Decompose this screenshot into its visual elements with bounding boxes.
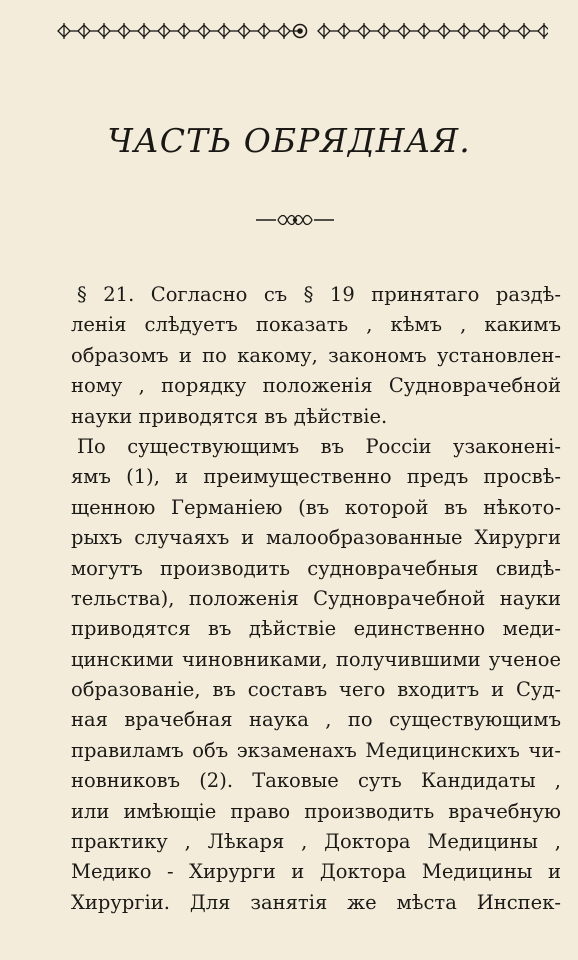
border-motif <box>118 23 138 39</box>
text-line-19: практику , Лѣкаря , Доктора Медицины , <box>71 830 561 854</box>
text-line-6: По существующимъ въ Россіи узаконені- <box>77 434 561 458</box>
text-line-2: ленія слѣдуетъ показать , кѣмъ , какимъ <box>71 313 561 337</box>
text-line-17: новниковъ (2). Таковые суть Кандидаты , <box>71 769 561 793</box>
border-motif <box>478 23 498 39</box>
text-line-10: могутъ производить судноврачебныя свидѣ- <box>71 556 561 580</box>
border-motif <box>138 23 158 39</box>
border-motif <box>338 23 358 39</box>
text-line-5: науки приводятся въ дѣйствіе. <box>71 404 388 428</box>
border-motif <box>98 23 118 39</box>
body-text <box>71 280 561 918</box>
ornament-border-icon <box>52 20 548 42</box>
border-motif <box>258 23 278 39</box>
border-motif <box>158 23 178 39</box>
border-motif <box>418 23 438 39</box>
border-motif <box>438 23 458 39</box>
border-motif <box>458 23 478 39</box>
border-motif <box>278 23 298 39</box>
text-line-20: Медико - Хирурги и Доктора Медицины и <box>71 860 561 884</box>
text-line-1: § 21. Согласно съ § 19 принятаго раздѣ- <box>77 283 561 306</box>
text-line-3: образомъ и по какому, закономъ установлен- <box>71 343 561 367</box>
border-motif <box>218 23 238 39</box>
border-motif <box>198 23 218 39</box>
border-motif <box>78 23 98 39</box>
border-motif <box>378 23 398 39</box>
border-motif <box>498 23 518 39</box>
text-line-15: ная врачебная наука , по существующимъ <box>71 708 561 732</box>
border-motif <box>58 23 78 39</box>
border-motif <box>178 23 198 39</box>
text-line-16: правиламъ объ экзаменахъ Медицинскихъ чи- <box>71 738 561 762</box>
text-line-18: или имѣющіе право производить врачебную <box>71 799 561 823</box>
text-line-13: цинскими чиновниками, получившими ученое <box>71 647 561 671</box>
text-line-9: рыхъ случаяхъ и малообразованные Хирурги <box>71 526 561 550</box>
border-motif <box>358 23 378 39</box>
text-line-14: образованіе, въ составъ чего входитъ и Суд- <box>71 678 561 702</box>
top-ornament-border <box>52 20 548 42</box>
border-motif <box>238 23 258 39</box>
flourish-icon <box>254 212 336 228</box>
border-motif <box>318 23 338 39</box>
section-flourish <box>254 212 336 228</box>
page-title: ЧАСТЬ ОБРЯДНАЯ. <box>107 121 471 160</box>
border-motif <box>538 23 548 39</box>
border-motif <box>398 23 418 39</box>
text-line-8: щенною Германіею (въ которой въ нѣкото- <box>71 495 561 519</box>
text-line-11: тельства), положенія Судноврачебной науки <box>71 586 561 610</box>
text-line-12: приводятся въ дѣйствіе единственно меди- <box>71 617 561 641</box>
text-line-4: ному , порядку положенія Судноврачебной <box>71 374 561 398</box>
text-line-7: ямъ (1), и преимущественно предъ просвѣ- <box>71 465 561 489</box>
border-motif <box>518 23 538 39</box>
text-line-21: Хирургіи. Для занятія же мѣста Инспек- <box>71 890 561 914</box>
